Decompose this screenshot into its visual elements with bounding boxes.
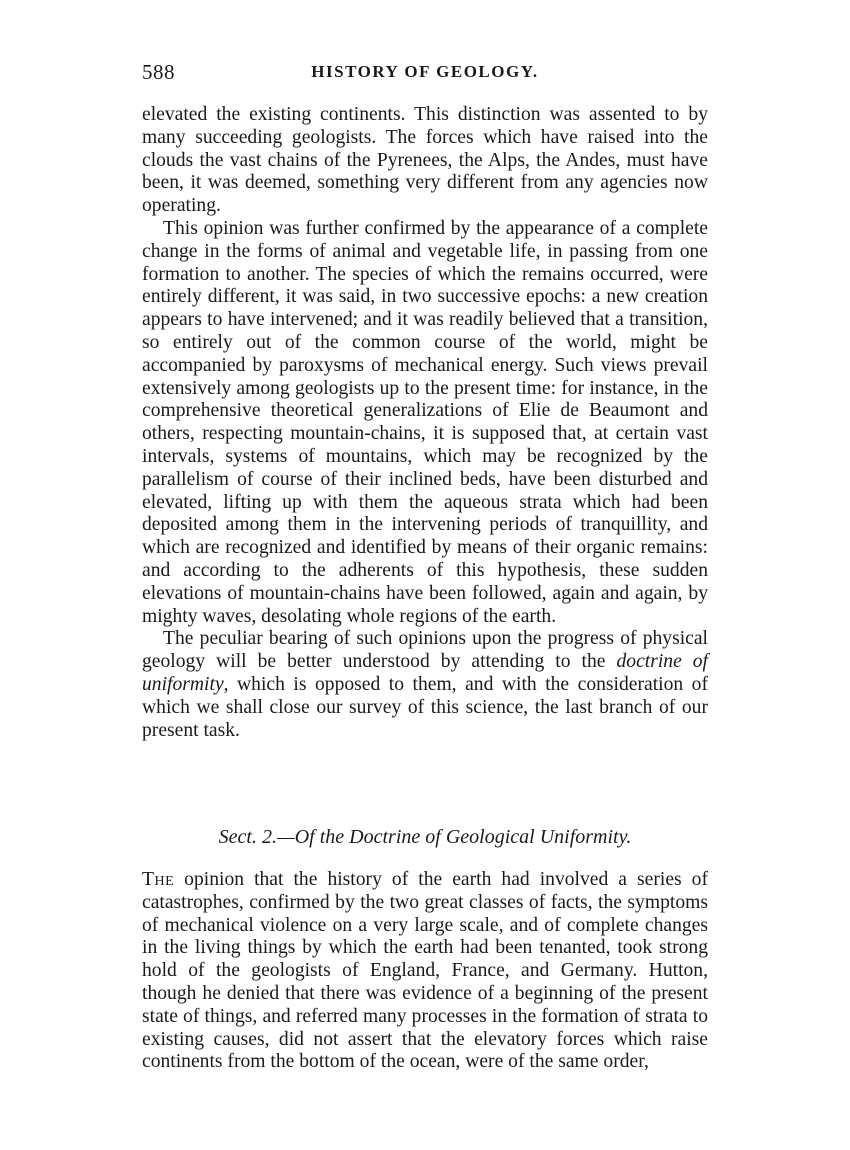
paragraph-3 [142,628,708,742]
paragraph-3-italic-term: doctrine of uniformity [142,651,709,695]
paragraph-4-text: opinion that the history of the earth had involved a series of catastrophes, confirmed by the two great classes of facts, the symptoms of mechanical violence on a very large scale, and of complete changes in the living things by which the earth had been tenanted, took strong hold of the geologists of England, France, and Germany. Hutton, though he denied that there was evidence of a beginning of the present state of things, and referred many processes in the formation of strata to existing causes, did not assert that the elevatory forces which raise continents from the bottom of the ocean, were of the same order, [142,869,708,1073]
page-header [142,60,708,88]
paragraph-4-lead-word: The [142,869,175,890]
paragraph-2: This opinion was further confirmed by the appearance of a complete change in the forms of animal and vegetable life, in passing from one formation to another. The species of which the remains occurred, were entirely different, it was said, in two successive epochs: a new creation appears to have intervened; and it was readily believed that a transition, so entirely out of the common course of the world, might be accompanied by paroxysms of mechanical energy. Such views prevail extensively among geologists up to the present time: for instance, in the comprehensive theoretical generalizations of Elie de Beaumont and others, respecting mountain-chains, it is supposed that, at certain vast intervals, systems of mountains, which may be recognized by the parallelism of course of their inclined beds, have been disturbed and elevated, lifting up with them the aqueous strata which had been deposited among them in the intervening periods of tranquillity, and which are recognized and identified by means of their organic remains: and according to the adherents of this hypothesis, these sudden elevations of mountain-chains have been followed, again and again, by mighty waves, desolating whole regions of the earth. [142,217,708,627]
section-text [142,869,708,1074]
section-label: Sect. 2. [218,826,277,848]
paragraph-3-text-after: , which is opposed to them, and with the consideration of which we shall close our survey of this science, the last branch of our present task. [142,673,708,741]
page-number: 588 [142,60,175,84]
paragraph-1: elevated the existing continents. This distinction was assented to by many succeeding geologists. The forces which have raised into the clouds the vast chains of the Pyrenees, the Alps, the Andes, must have been, it was deemed, something very different from any agencies now operating. [142,104,708,217]
running-head: HISTORY OF GEOLOGY. [311,62,539,81]
section-heading [142,826,708,849]
section-title: —Of the Doctrine of Geological Uniformity. [276,826,632,848]
paragraph-4 [142,869,708,1074]
paragraph-3-text-before: The peculiar bearing of such opinions upon the progress of physical geology will be better understood by attending to the [142,628,708,673]
main-text [142,104,708,742]
